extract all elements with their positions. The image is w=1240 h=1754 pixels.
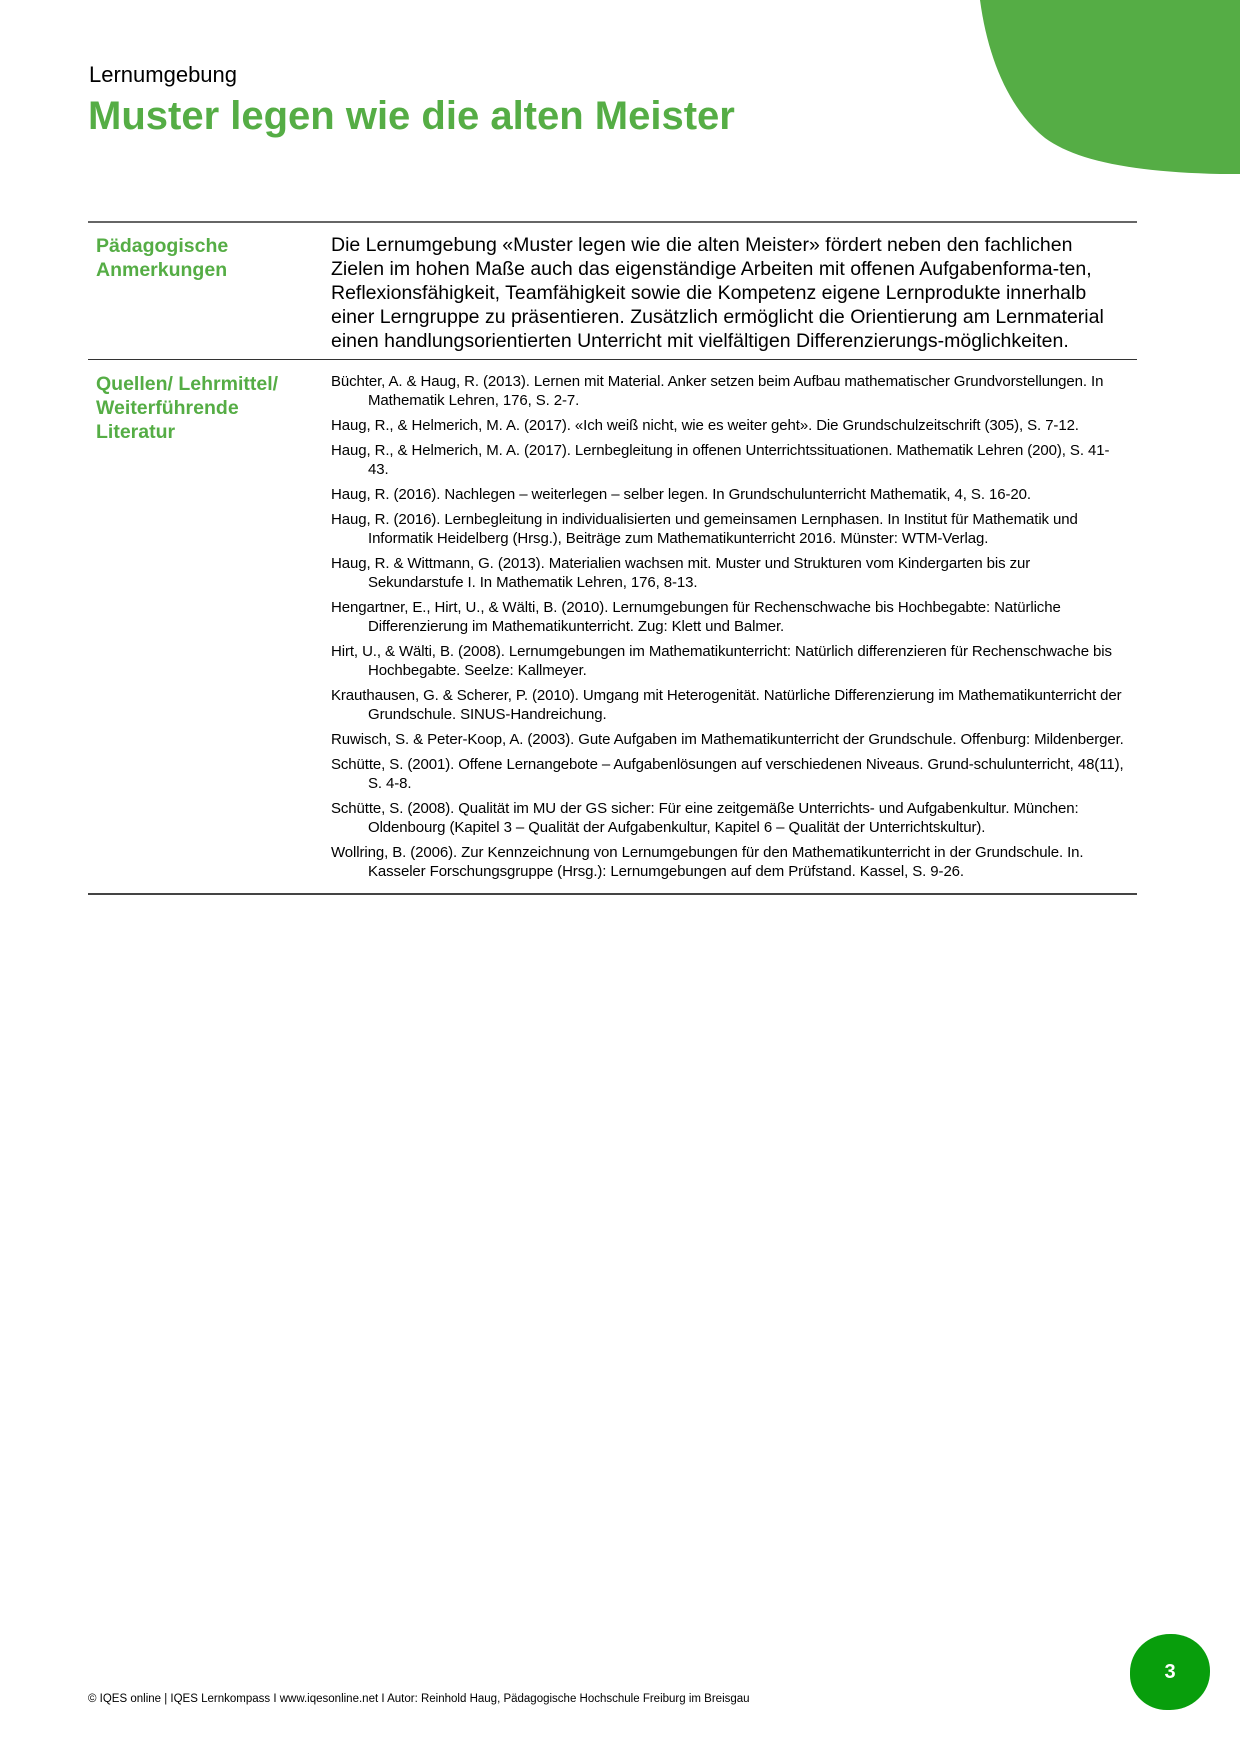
document-kicker: Lernumgebung: [89, 62, 238, 87]
reference-item: Schütte, S. (2008). Qualität im MU der GS sicher: Für eine zeitgemäße Unterrichts- und Aufgabenkultur. München: Oldenbourg (Kapitel 3 – Qualität der Aufgabenkultur, Kapitel 6 – Qualität der Unterrichtskultur).: [331, 800, 1079, 836]
reference-item: Haug, R. (2016). Nachlegen – weiterlegen – selber legen. In Grundschulunterricht Mathematik, 4, S. 16-20.: [331, 486, 1031, 503]
label-line: Anmerkungen: [96, 259, 228, 281]
document-title: Muster legen wie die alten Meister: [88, 94, 735, 138]
corner-decoration: [980, 0, 1240, 174]
reference-item: Krauthausen, G. & Scherer, P. (2010). Umgang mit Heterogenität. Natürliche Differenzierung im Mathematikunterricht der Grundschule. SINUS-Handreichung.: [331, 687, 1122, 723]
reference-item: Haug, R., & Helmerich, M. A. (2017). «Ich weiß nicht, wie es weiter geht». Die Grundschulzeitschrift (305), S. 7-12.: [331, 417, 1079, 434]
reference-item: Schütte, S. (2001). Offene Lernangebote – Aufgabenlösungen auf verschiedenen Niveaus. Grund-schulunterricht, 48(11), S. 4-8.: [331, 756, 1124, 792]
label-line: Quellen/ Lehrmittel/: [96, 373, 279, 395]
pedagogical-notes-text: Die Lernumgebung «Muster legen wie die alten Meister» fördert neben den fachlichen Zielen im hohen Maße auch das eigenständige Arbeiten mit offenen Aufgabenforma-ten, Reflexionsfähigkeit, Teamfähigkeit sowie die Kompetenz eigene Lernprodukte innerhalb einer Lerngruppe zu präsentieren. Zusätzlich ermöglicht die Orientierung am Lernmaterial einen handlungsorientierten Unterricht mit vielfältigen Differenzierungs-möglichkeiten.: [331, 234, 1104, 352]
page-number-badge: [1130, 1634, 1210, 1710]
reference-item: Ruwisch, S. & Peter-Koop, A. (2003). Gute Aufgaben im Mathematikunterricht der Grundschule. Offenburg: Mildenberger.: [331, 731, 1124, 748]
label-line: Pädagogische: [96, 235, 229, 257]
reference-item: Hengartner, E., Hirt, U., & Wälti, B. (2010). Lernumgebungen für Rechenschwache bis Hochbegabte: Natürliche Differenzierung im Mathematikunterricht. Zug: Klett und Balmer.: [331, 599, 1061, 635]
reference-item: Wollring, B. (2006). Zur Kennzeichnung von Lernumgebungen für den Mathematikunterricht in der Grundschule. In. Kasseler Forschungsgruppe (Hrsg.): Lernumgebungen auf dem Prüfstand. Kassel, S. 9-26.: [331, 844, 1084, 880]
reference-item: Hirt, U., & Wälti, B. (2008). Lernumgebungen im Mathematikunterricht: Natürlich differenzieren für Rechenschwache bis Hochbegabte. Seelze: Kallmeyer.: [331, 643, 1112, 679]
page-number: 3: [1164, 1660, 1176, 1683]
reference-item: Haug, R. & Wittmann, G. (2013). Materialien wachsen mit. Muster und Strukturen vom Kindergarten bis zur Sekundarstufe I. In Mathematik Lehren, 176, 8-13.: [331, 555, 1031, 591]
label-line: Literatur: [96, 421, 176, 443]
reference-list: [331, 360, 1137, 893]
label-line: Weiterführende: [96, 397, 239, 419]
reference-item: Büchter, A. & Haug, R. (2013). Lernen mit Material. Anker setzen beim Aufbau mathematischer Grundvorstellungen. In Mathematik Lehren, 176, S. 2-7.: [331, 373, 1104, 409]
row-label: [88, 360, 331, 893]
footer-credits: © IQES online | IQES Lernkompass I www.iqesonline.net I Autor: Reinhold Haug, Pädagogische Hochschule Freiburg im Breisgau: [88, 1693, 750, 1705]
reference-item: Haug, R. (2016). Lernbegleitung in individualisierten und gemeinsamen Lernphasen. In Institut für Mathematik und Informatik Heidelberg (Hrsg.), Beiträge zum Mathematikunterricht 2016. Münster: WTM-Verlag.: [331, 511, 1078, 547]
row-quellen-literatur: [88, 359, 1137, 893]
info-table: [88, 221, 1137, 895]
row-label: [88, 223, 331, 359]
row-paedagogische-anmerkungen: [88, 223, 1137, 359]
reference-item: Haug, R., & Helmerich, M. A. (2017). Lernbegleitung in offenen Unterrichtssituationen. Mathematik Lehren (200), S. 41-43.: [331, 442, 1110, 478]
